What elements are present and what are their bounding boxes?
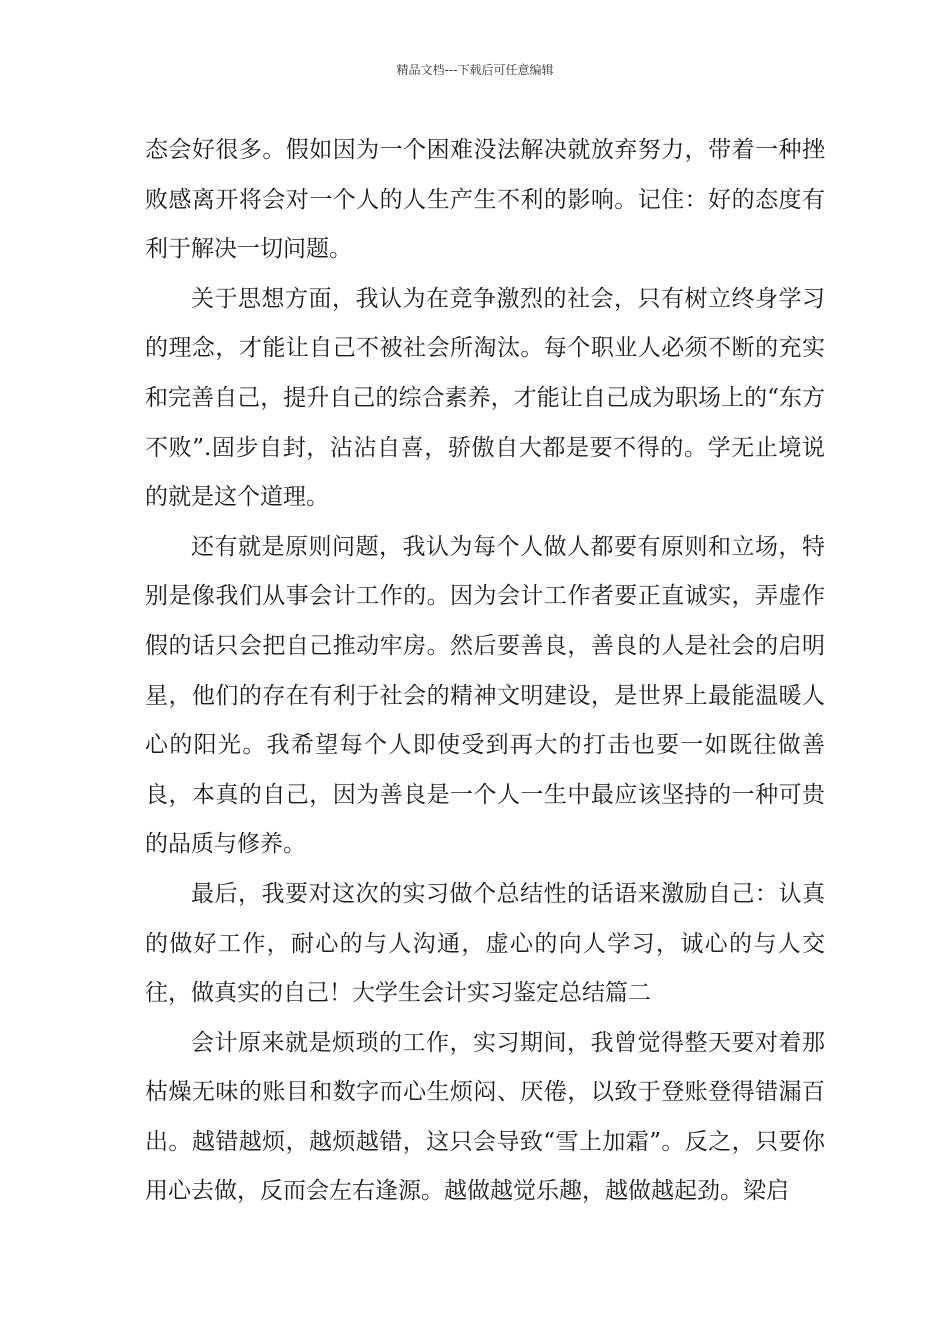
- paragraph-2: 关于思想方面，我认为在竞争激烈的社会，只有树立终身学习的理念，才能让自己不被社会所淘汰。每个职业人必须不断的充实和完善自己，提升自己的综合素养，才能让自己成为职场上的“东方不败”.固步自封，沾沾自喜，骄傲自大都是要不得的。学无止境说的就是这个道理。: [145, 285, 825, 511]
- paragraph-4: 最后，我要对这次的实习做个总结性的话语来激励自己：认真的做好工作，耐心的与人沟通，虚心的向人学习，诚心的与人交往，做真实的自己！大学生会计实习鉴定总结篇二: [145, 880, 825, 1007]
- document-body: [145, 126, 825, 1217]
- page-header: 精品文档---下载后可任意编辑: [396, 63, 554, 77]
- paragraph-5: 会计原来就是烦琐的工作，实习期间，我曾觉得整天要对着那枯燥无味的账目和数字而心生烦闷、厌倦，以致于登账登得错漏百出。越错越烦，越烦越错，这只会导致“雪上加霜”。反之，只要你用心去做，反而会左右逢源。越做越觉乐趣，越做越起劲。梁启: [145, 1029, 825, 1205]
- paragraph-3: 还有就是原则问题，我认为每个人做人都要有原则和立场，特别是像我们从事会计工作的。因为会计工作者要正直诚实，弄虚作假的话只会把自己推动牢房。然后要善良，善良的人是社会的启明星，他们的存在有利于社会的精神文明建设，是世界上最能温暖人心的阳光。我希望每个人即使受到再大的打击也要一如既往做善良，本真的自己，因为善良是一个人一生中最应该坚持的一种可贵的品质与修养。: [145, 533, 825, 858]
- paragraph-1: 态会好很多。假如因为一个困难没法解决就放弃努力，带着一种挫败感离开将会对一个人的人生产生不利的影响。记住：好的态度有利于解决一切问题。: [145, 137, 825, 263]
